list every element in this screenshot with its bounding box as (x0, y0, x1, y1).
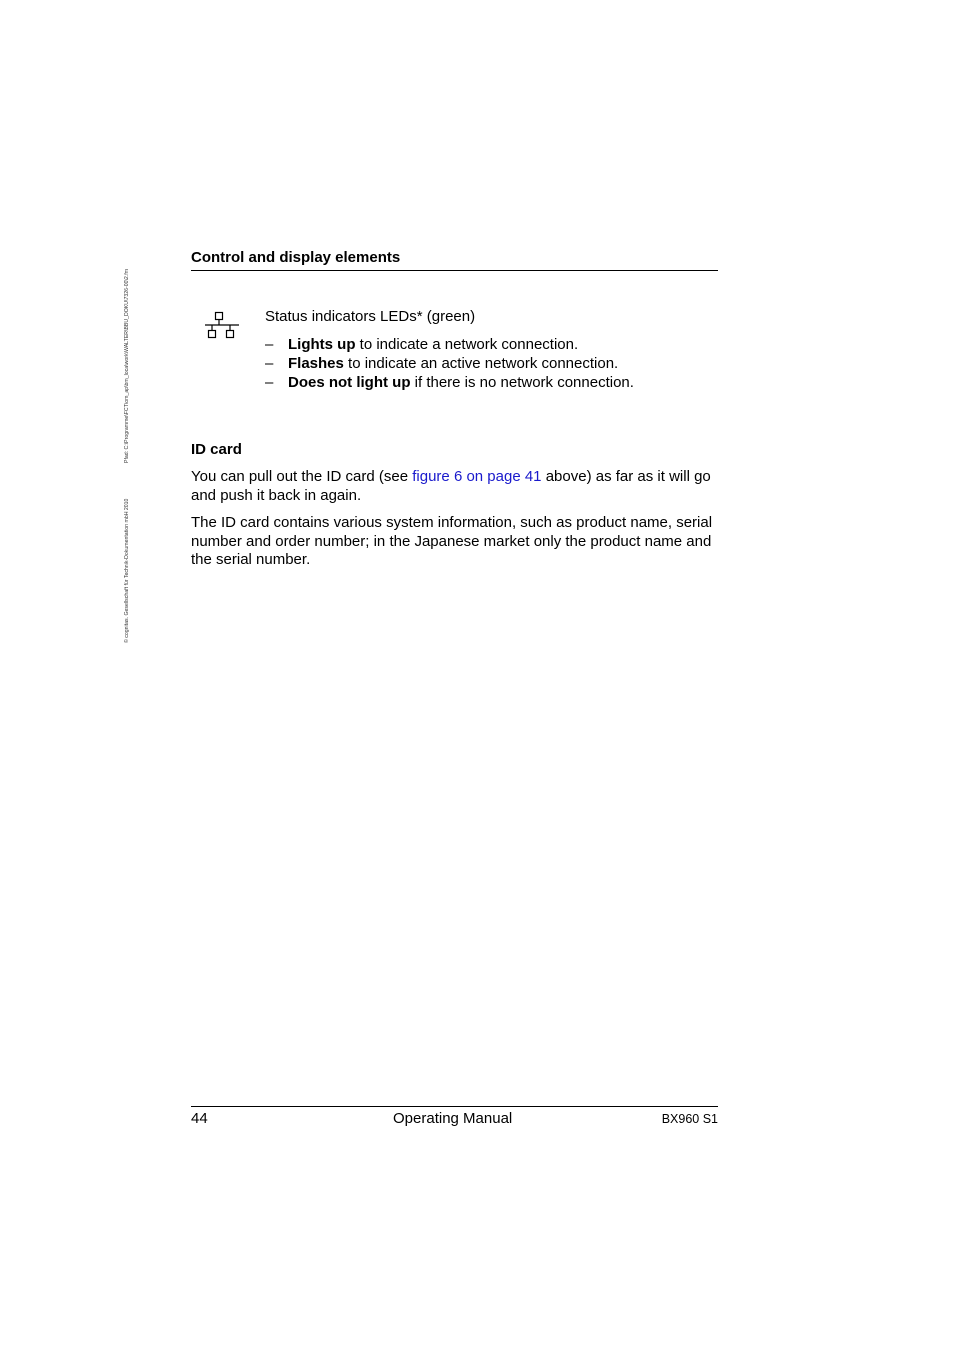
margin-path-note (122, 242, 128, 647)
footer-divider (191, 1106, 718, 1107)
copyright-note: © cognitas. Gesellschaft für Technik-Dokumentation mbH 2010 (124, 498, 130, 643)
list-dash: – (265, 336, 274, 353)
id-card-heading: ID card (191, 441, 242, 458)
network-lan-icon (204, 311, 240, 341)
page-number: 44 (191, 1110, 208, 1127)
list-item-text: to indicate a network connection. (355, 336, 579, 353)
list-item (265, 335, 725, 354)
status-indicator-description (265, 307, 725, 392)
id-card-paragraph-1: You can pull out the ID card (see figure 6 on page 41 above) as far as it will go and push it back in again. (191, 468, 711, 504)
product-name: BX960 S1 (661, 1112, 718, 1126)
list-item-text: to indicate an active network connection. (343, 355, 619, 372)
indicator-title: Status indicators LEDs* (green) (265, 308, 476, 325)
file-path-note: Pfad: C:\Programme\FCT\om_ap\bm_loca\work\WALTER\BBU_DOKU\7326-00\2.fm (124, 268, 130, 463)
page-section-title: Control and display elements (191, 249, 401, 266)
list-dash: – (265, 355, 274, 372)
id-card-paragraph-2: The ID card contains various system information, such as product name, serial number and order number; in the Japanese market only the product name and the serial number. (191, 514, 713, 568)
list-item-bold: Lights up (288, 336, 356, 353)
section-header (191, 249, 718, 267)
figure-reference-link[interactable]: figure 6 on page 41 (412, 468, 542, 485)
list-item-bold: Does not light up (288, 374, 411, 391)
list-item-text: if there is no network connection. (410, 374, 634, 391)
list-item (265, 354, 725, 373)
list-item (265, 373, 725, 392)
document-title: Operating Manual (393, 1110, 513, 1127)
header-divider (191, 270, 718, 271)
list-dash: – (265, 374, 274, 391)
list-item-bold: Flashes (288, 355, 344, 372)
